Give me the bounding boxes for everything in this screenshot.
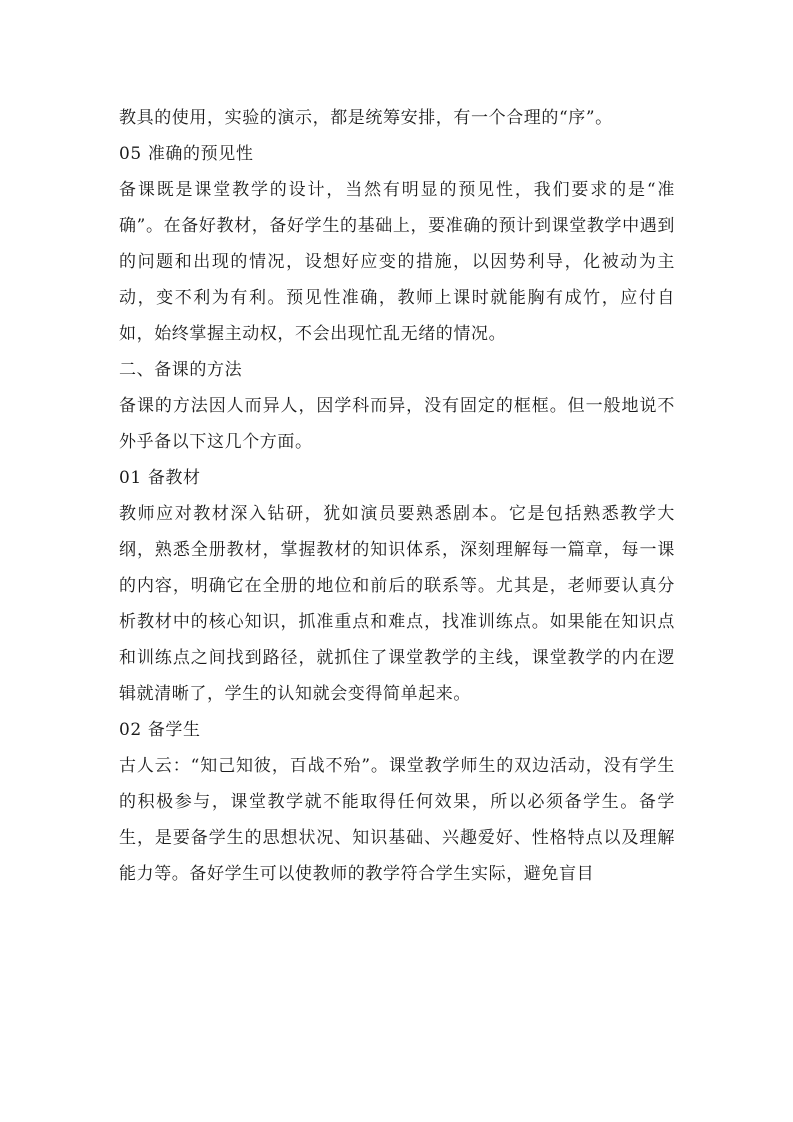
section-heading-lesson-prep-methods: 二、备课的方法	[119, 360, 243, 380]
section-heading-prepare-materials: 01 备教材	[119, 468, 201, 488]
paragraph-intro-continuation: 教具的使用，实验的演示，都是统筹安排，有一个合理的“序”。	[119, 108, 613, 128]
paragraph-prepare-materials: 教师应对教材深入钻研，犹如演员要熟悉剧本。它是包括熟悉教学大纲，熟悉全册教材，掌握教材的知识体系，深刻理解每一篇章，每一课的内容，明确它在全册的地位和前后的联系等。尤其是，老师要认真分析教材中的核心知识，抓准重点和难点，找准训练点。如果能在知识点和训练点之间找到路径，就抓住了课堂教学的主线，课堂教学的内在逻辑就清晰了，学生的认知就会变得简单起来。	[119, 504, 675, 704]
section-heading-prepare-students: 02 备学生	[119, 720, 201, 740]
paragraph-accurate-foresight: 备课既是课堂教学的设计，当然有明显的预见性，我们要求的是“准确”。在备好教材，备好学生的基础上，要准确的预计到课堂教学中遇到的问题和出现的情况，设想好应变的措施，以因势利导，化被动为主动，变不利为有利。预见性准确，教师上课时就能胸有成竹，应付自如，始终掌握主动权，不会出现忙乱无绪的情况。	[119, 180, 675, 344]
section-heading-accurate-foresight: 05 准确的预见性	[119, 144, 254, 164]
paragraph-prepare-students: 古人云：“知己知彼，百战不殆”。课堂教学师生的双边活动，没有学生的积极参与，课堂教学就不能取得任何效果，所以必须备学生。备学生，是要备学生的思想状况、知识基础、兴趣爱好、性格特点以及理解能力等。备好学生可以使教师的教学符合学生实际，避免盲目	[119, 756, 675, 884]
document-body	[119, 100, 675, 892]
paragraph-lesson-prep-methods: 备课的方法因人而异人，因学科而异，没有固定的框框。但一般地说不外乎备以下这几个方面。	[119, 396, 675, 452]
